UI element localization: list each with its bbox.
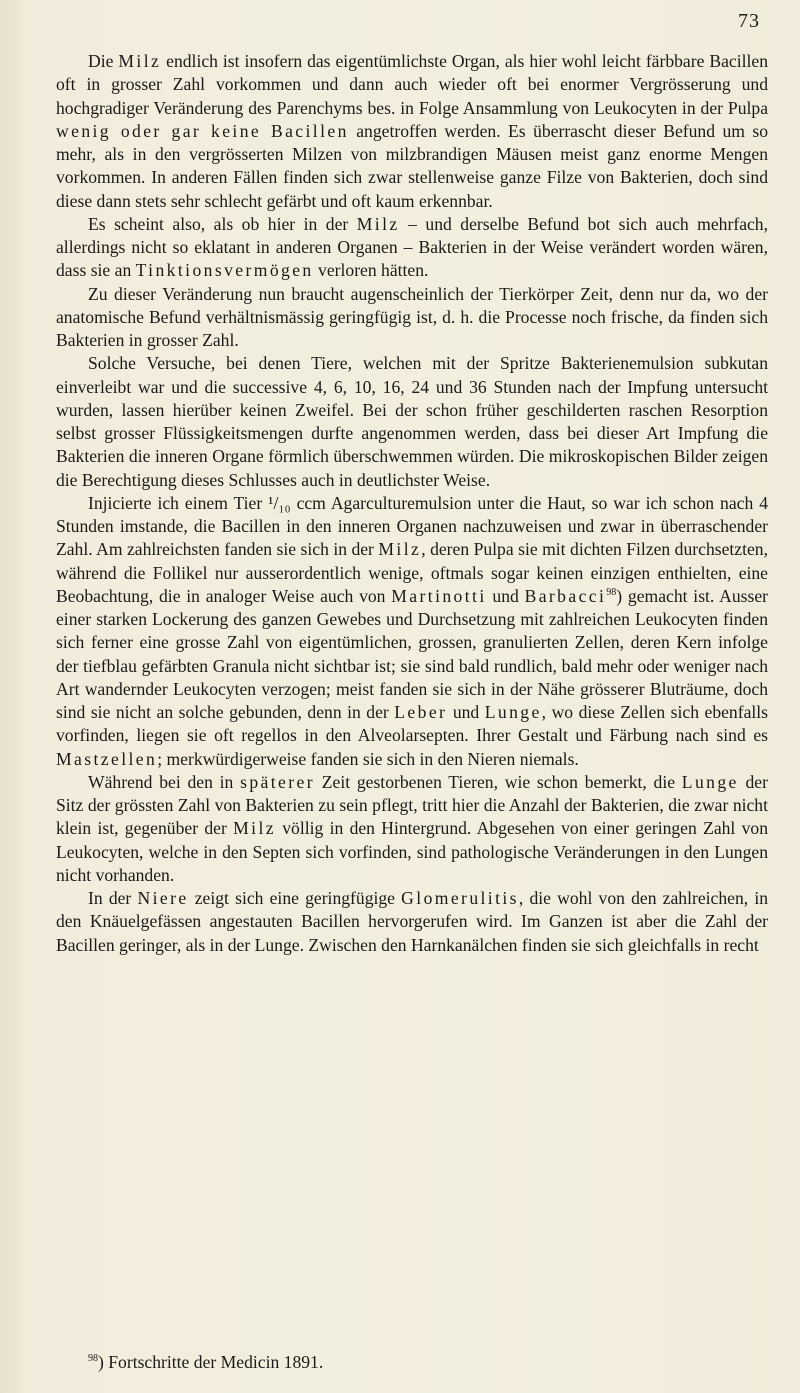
- text-run: Während bei den in: [88, 771, 241, 792]
- paragraph: [56, 492, 768, 771]
- emphasized-term: Niere: [137, 888, 189, 908]
- emphasized-term: Milz: [118, 51, 162, 71]
- text-run: Die: [88, 51, 119, 71]
- body-text: [56, 50, 768, 957]
- text-run: Zeit gestorbenen Tieren, wie schon bemerkt, die: [315, 771, 682, 792]
- text-run: , die wohl von den zahlreichen, in den Knäuelgefässen angestauten Bacillen hervorgerufen wird. Im Ganzen ist aber die Zahl der Bacillen geringer, als in der Lunge. Zwischen den Harnkanälchen finden sie sich gleichfalls in recht: [56, 888, 768, 955]
- emphasized-term: Martinotti: [391, 585, 487, 606]
- text-run: , deren Pulpa sie mit dichten Filzen durchsetzten, während die Follikel nur ausserordentlich wenige, oftmals sogar keinen einzigen enthielten, eine Beobachtung, die in analoger Weise auch von: [56, 539, 768, 606]
- emphasized-term: Leber: [394, 702, 448, 722]
- paragraph: [56, 213, 768, 283]
- footnote-marker: 98: [88, 1353, 98, 1364]
- paragraph: [56, 283, 768, 353]
- text-run: ) gemacht ist. Ausser einer starken Lockerung des ganzen Gewebes und Durchsetzung mit zahlreichen Leukocyten finden sich ferner eine grosse Zahl von eigentümlichen, grossen, granulierten Zellen, deren Kern infolge der tiefblau gefärbten Granula nicht sichtbar ist; sie sind bald rundlich, bald mehr oder weniger nach Art wandernder Leukocyten verzogen; meist fanden sie sich in der Nähe grösserer Bluträume, doch sind sie nicht an solche gebunden, denn in der: [56, 585, 768, 722]
- emphasized-term: späterer: [240, 771, 315, 792]
- text-run: der Sitz der grössten Zahl von Bakterien zu sein pflegt, tritt hier die Anzahl der Bakterien, die zwar nicht klein ist, gegenüber der: [56, 771, 768, 839]
- emphasized-term: Milz: [233, 818, 276, 839]
- text-run: – und derselbe Befund bot sich auch mehrfach, allerdings nicht so eklatant in anderen Organen – Bakterien in der Weise verändert worden wären, dass sie an: [56, 213, 769, 281]
- text-run: verloren hätten.: [313, 260, 429, 281]
- footnote-text: ) Fortschritte der Medicin 1891.: [98, 1352, 324, 1372]
- text-run: Es scheint also, als ob hier in der: [88, 213, 357, 234]
- text-run: Injicierte ich einem Tier: [88, 492, 269, 513]
- text-run: völlig in den Hintergrund. Abgesehen von einer geringen Zahl von Leukocyten, welche in den Septen sich vorfinden, sind pathologische Veränderungen in den Lungen nicht vorhanden.: [56, 818, 769, 885]
- emphasized-term: Barbacci: [524, 585, 607, 606]
- emphasized-term: Tinktionsvermögen: [135, 260, 314, 281]
- paragraph: [56, 771, 768, 887]
- paragraph: [56, 352, 768, 492]
- emphasized-term: Mastzellen: [56, 748, 158, 769]
- text-run: endlich ist insofern das eigentümlichste Organ, als hier wohl leicht färbbare Bacillen oft in grosser Zahl vorkommen und dann auch wieder oft bei enormer Vergrösserung und hochgradiger Veränderung des Parenchyms bes. in Folge Ansammlung von Leukocyten in der Pulpa: [56, 51, 768, 118]
- text-run: , wo diese Zellen sich ebenfalls vorfinden, liegen sie oft regellos in den Alveolarsepten. Ihrer Gestalt und Färbung nach sind es: [56, 702, 769, 746]
- emphasized-term: Lunge: [681, 771, 739, 792]
- text-run: In der: [88, 888, 138, 908]
- text-run: und: [447, 702, 485, 722]
- emphasized-term: Lunge: [484, 702, 542, 722]
- footnote: [88, 1352, 323, 1373]
- footnote-reference: 98: [606, 586, 617, 598]
- text-run: angetroffen werden. Es überrascht dieser Befund um so mehr, als in den vergrösserten Milzen von milzbrandigen Mäusen meist ganz enorme Mengen vorkommen. In anderen Fällen finden sich zwar stellenweise ganze Filze von Bakterien, doch sind diese dann stets sehr schlecht gefärbt und oft kaum erkennbar.: [56, 120, 769, 211]
- text-run: ccm Agarculturemulsion unter die Haut, so war ich schon nach 4 Stunden imstande, die Bacillen in den inneren Organen nachzuweisen und zwar in überraschender Zahl. Am zahlreichsten fanden sie sich in der: [56, 492, 768, 560]
- fraction: ¹/₁₀: [268, 492, 291, 513]
- emphasized-term: wenig oder gar keine Bacillen: [56, 120, 349, 141]
- paragraph: [56, 887, 768, 957]
- page-number: 73: [738, 10, 760, 32]
- text-run: Solche Versuche, bei denen Tiere, welchen mit der Spritze Bakterienemulsion subkutan einverleibt war und die successive 4, 6, 10, 16, 24 und 36 Stunden nach der Impfung untersucht wurden, lassen hierüber keinen Zweifel. Bei der schon früher geschilderten raschen Resorption selbst grosser Flüssigkeitsmengen durfte angenommen werden, dass bei dieser Art Impfung die Bakterien die inneren Organe förmlich überschwemmen würden. Die mikroskopischen Bilder zeigen die Berechtigung dieses Schlusses auch in deutlichster Weise.: [56, 353, 768, 490]
- text-run: ; merkwürdigerweise fanden sie sich in den Nieren niemals.: [157, 748, 579, 769]
- paragraph: [56, 50, 768, 213]
- emphasized-term: Milz: [356, 213, 400, 234]
- text-run: zeigt sich eine geringfügige: [188, 888, 402, 908]
- emphasized-term: Glomerulitis: [401, 888, 519, 908]
- text-run: und: [486, 585, 525, 606]
- text-run: Zu dieser Veränderung nun braucht augenscheinlich der Tierkörper Zeit, denn nur da, wo der anatomische Befund verhältnismässig geringfügig ist, d. h. die Processe noch frische, da finden sich Bakterien in grosser Zahl.: [56, 283, 768, 350]
- emphasized-term: Milz: [378, 539, 422, 560]
